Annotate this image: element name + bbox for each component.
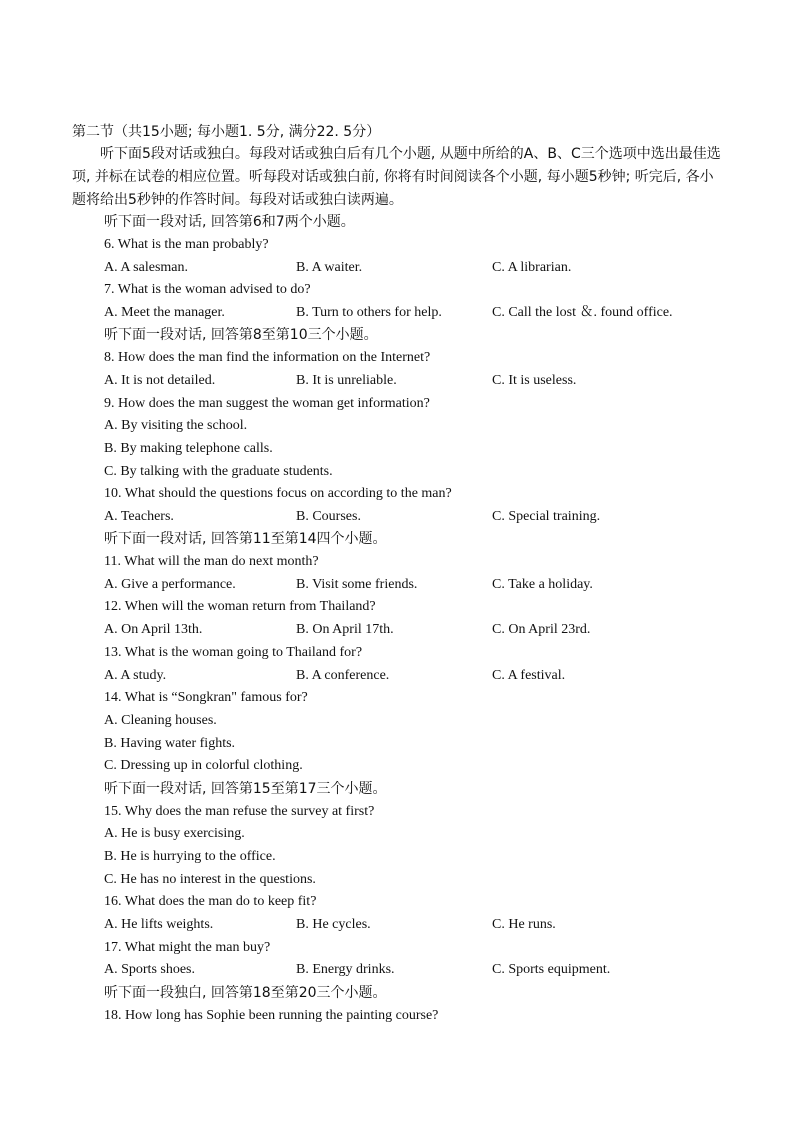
option-a: A. By visiting the school. (104, 418, 248, 433)
option-a: A. It is not detailed. (104, 373, 216, 388)
option-c: C. Special training. (492, 509, 601, 524)
question-stem: 9. How does the man suggest the woman get information? (104, 396, 430, 411)
option-c: C. Take a holiday. (492, 577, 593, 592)
question-stem: 10. What should the questions focus on according to the man? (104, 486, 452, 501)
option-b: B. Turn to others for help. (296, 305, 442, 320)
option-b: B. By making telephone calls. (104, 441, 273, 456)
question-stem: 13. What is the woman going to Thailand for? (104, 645, 363, 660)
option-c: C. By talking with the graduate students. (104, 464, 333, 479)
option-b: B. Having water fights. (104, 736, 236, 751)
option-a: A. He lifts weights. (104, 917, 214, 932)
option-c: C. A festival. (492, 668, 566, 683)
option-b: B. He cycles. (296, 917, 371, 932)
option-a: A. On April 13th. (104, 622, 203, 637)
option-c: C. It is useless. (492, 373, 577, 388)
option-c: C. Call the lost ＆. found office. (492, 305, 673, 320)
option-a: A. Teachers. (104, 509, 174, 524)
group-intro: 听下面一段对话, 回答第8至第10三个小题。 (104, 327, 378, 343)
group-intro: 听下面一段独白, 回答第18至第20三个小题。 (104, 985, 387, 1001)
option-c: C. On April 23rd. (492, 622, 591, 637)
option-a: A. Meet the manager. (104, 305, 225, 320)
question-stem: 12. When will the woman return from Thailand? (104, 599, 376, 614)
question-stem: 11. What will the man do next month? (104, 554, 319, 569)
option-b: B. Energy drinks. (296, 962, 395, 977)
option-c: C. Sports equipment. (492, 962, 611, 977)
question-stem: 6. What is the man probably? (104, 237, 269, 252)
option-c: C. He runs. (492, 917, 556, 932)
question-stem: 15. Why does the man refuse the survey at first? (104, 804, 375, 819)
option-a: A. Sports shoes. (104, 962, 196, 977)
option-b: B. On April 17th. (296, 622, 394, 637)
option-a: A. He is busy exercising. (104, 826, 245, 841)
option-b: B. A waiter. (296, 260, 363, 275)
option-b: B. Visit some friends. (296, 577, 418, 592)
option-c: C. A librarian. (492, 260, 572, 275)
question-stem: 18. How long has Sophie been running the painting course? (104, 1008, 439, 1023)
question-stem: 16. What does the man do to keep fit? (104, 894, 317, 909)
question-stem: 8. How does the man find the information on the Internet? (104, 350, 431, 365)
option-b: B. It is unreliable. (296, 373, 397, 388)
option-b: B. Courses. (296, 509, 361, 524)
question-stem: 7. What is the woman advised to do? (104, 282, 311, 297)
option-c: C. Dressing up in colorful clothing. (104, 758, 303, 773)
section-header: 第二节（共15小题; 每小题1. 5分, 满分22. 5分） (72, 124, 381, 140)
option-b: B. He is hurrying to the office. (104, 849, 276, 864)
section-instructions: 听下面5段对话或独白。每段对话或独白后有几个小题, 从题中所给的A、B、C三个选项中选出最佳选项, 并标在试卷的相应位置。听每段对话或独白前, 你将有时间阅读各个小题, 每小题5秒钟; 听完后, 各小题将给出5秒钟的作答时间。每段对话或独白读两遍。 (72, 146, 721, 208)
question-stem: 17. What might the man buy? (104, 940, 271, 955)
group-intro: 听下面一段对话, 回答第15至第17三个小题。 (104, 781, 387, 797)
option-c: C. He has no interest in the questions. (104, 872, 316, 887)
question-stem: 14. What is “Songkran" famous for? (104, 690, 308, 705)
option-b: B. A conference. (296, 668, 390, 683)
option-a: A. Give a performance. (104, 577, 236, 592)
group-intro: 听下面一段对话, 回答第6和7两个小题。 (104, 214, 355, 230)
option-a: A. Cleaning houses. (104, 713, 217, 728)
group-intro: 听下面一段对话, 回答第11至第14四个小题。 (104, 531, 387, 547)
option-a: A. A salesman. (104, 260, 188, 275)
option-a: A. A study. (104, 668, 167, 683)
